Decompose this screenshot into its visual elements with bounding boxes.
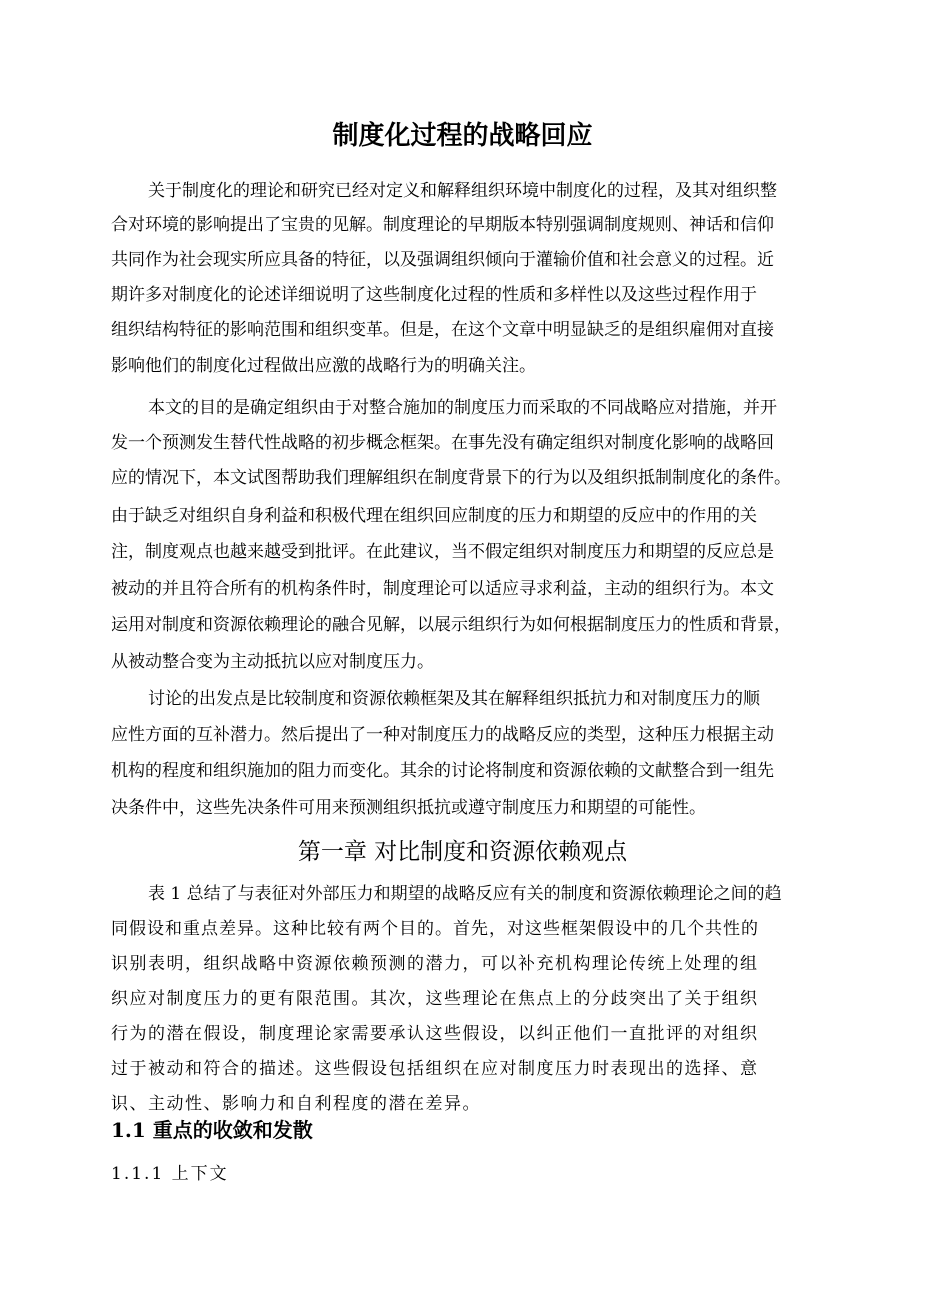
paragraph-1-line: 共同作为社会现实所应具备的特征，以及强调组织倾向于灌输价值和社会意义的过程。近 [111, 250, 774, 270]
chapter-heading: 第一章 对比制度和资源依赖观点 [297, 839, 628, 865]
paragraph-1-line: 关于制度化的理论和研究已经对定义和解释组织环境中制度化的过程，及其对组织整 [148, 181, 777, 201]
paragraph-2-line: 由于缺乏对组织自身利益和积极代理在组织回应制度的压力和期望的反应中的作用的关 [111, 506, 757, 526]
paragraph-2-line: 运用对制度和资源依赖理论的融合见解，以展示组织行为如何根据制度压力的性质和背景， [111, 615, 791, 635]
paragraph-3-line: 应性方面的互补潜力。然后提出了一种对制度压力的战略反应的类型，这种压力根据主动 [111, 725, 774, 745]
paragraph-2-line: 从被动整合变为主动抵抗以应对制度压力。 [111, 652, 434, 672]
paragraph-2-line: 注，制度观点也越来越受到批评。在此建议，当不假定组织对制度压力和期望的反应总是 [111, 542, 774, 562]
paragraph-3-line: 决条件中，这些先决条件可用来预测组织抵抗或遵守制度压力和期望的可能性。 [111, 798, 706, 818]
paragraph-2-line: 应的情况下，本文试图帮助我们理解组织在制度背景下的行为以及组织抵制制度化的条件。 [111, 468, 791, 488]
paragraph-4-line: 同假设和重点差异。这种比较有两个目的。首先，对这些框架假设中的几个共性的 [111, 919, 759, 939]
paragraph-4-line: 织应对制度压力的更有限范围。其次，这些理论在焦点上的分歧突出了关于组织 [111, 989, 759, 1009]
paragraph-2-line: 本文的目的是确定组织由于对整合施加的制度压力而采取的不同战略应对措施，并开 [148, 398, 777, 418]
paragraph-1-line: 合对环境的影响提出了宝贵的见解。制度理论的早期版本特别强调制度规则、神话和信仰 [111, 215, 774, 235]
paragraph-2-line: 发一个预测发生替代性战略的初步概念框架。在事先没有确定组织对制度化影响的战略回 [111, 433, 774, 453]
section-heading: 1.1 重点的收敛和发散 [111, 1118, 313, 1142]
paragraph-1-line: 期许多对制度化的论述详细说明了这些制度化过程的性质和多样性以及这些过程作用于 [111, 285, 757, 305]
paragraph-4-line: 识、主动性、影响力和自利程度的潜在差异。 [111, 1094, 481, 1114]
paragraph-2-line: 被动的并且符合所有的机构条件时，制度理论可以适应寻求利益，主动的组织行为。本文 [111, 579, 774, 599]
paragraph-1-line: 组织结构特征的影响范围和组织变革。但是，在这个文章中明显缺乏的是组织雇佣对直接 [111, 320, 774, 340]
paragraph-4-line: 行为的潜在假设，制度理论家需要承认这些假设，以纠正他们一直批评的对组织 [111, 1024, 759, 1044]
paragraph-1-line: 影响他们的制度化过程做出应激的战略行为的明确关注。 [111, 356, 536, 376]
paragraph-4-line: 识别表明，组织战略中资源依赖预测的潜力，可以补充机构理论传统上处理的组 [111, 954, 759, 974]
paragraph-4-line: 表 1 总结了与表征对外部压力和期望的战略反应有关的制度和资源依赖理论之间的趋 [148, 884, 782, 904]
paragraph-4-line: 过于被动和符合的描述。这些假设包括组织在应对制度压力时表现出的选择、意 [111, 1059, 759, 1079]
paragraph-3-line: 讨论的出发点是比较制度和资源依赖框架及其在解释组织抵抗力和对制度压力的顺 [148, 689, 760, 709]
paragraph-3-line: 机构的程度和组织施加的阻力而变化。其余的讨论将制度和资源依赖的文献整合到一组先 [111, 761, 774, 781]
subsection-heading: 1.1.1 上下文 [111, 1164, 229, 1184]
document-title: 制度化过程的战略回应 [332, 121, 593, 151]
